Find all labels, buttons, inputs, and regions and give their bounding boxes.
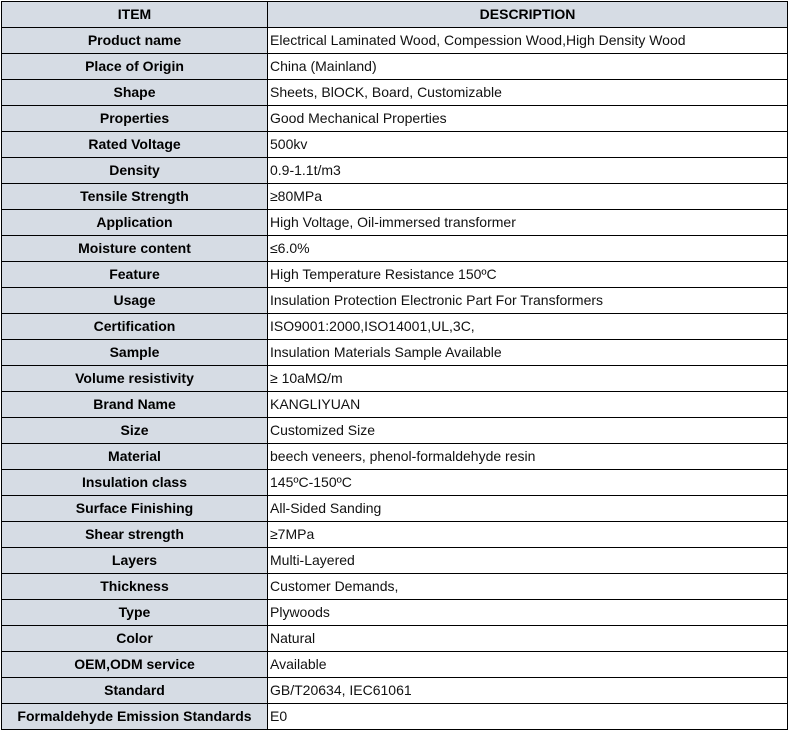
row-item-label: Feature (2, 262, 268, 288)
row-item-label: Brand Name (2, 392, 268, 418)
row-description: China (Mainland) (268, 54, 788, 80)
table-row (2, 392, 788, 418)
table-row (2, 158, 788, 184)
row-description: 0.9-1.1t/m3 (268, 158, 788, 184)
row-description: Available (268, 652, 788, 678)
column-header-description: DESCRIPTION (268, 2, 788, 28)
table-row (2, 340, 788, 366)
table-row (2, 678, 788, 704)
row-item-label: Type (2, 600, 268, 626)
row-description: GB/T20634, IEC61061 (268, 678, 788, 704)
row-description: 500kv (268, 132, 788, 158)
row-item-label: Formaldehyde Emission Standards (2, 704, 268, 730)
row-description: Good Mechanical Properties (268, 106, 788, 132)
row-item-label: OEM,ODM service (2, 652, 268, 678)
row-description: E0 (268, 704, 788, 730)
table-row (2, 574, 788, 600)
table-row (2, 600, 788, 626)
row-item-label: Place of Origin (2, 54, 268, 80)
row-description: Insulation Materials Sample Available (268, 340, 788, 366)
table-row (2, 548, 788, 574)
row-description: ≥7MPa (268, 522, 788, 548)
row-description: 145ºC-150ºC (268, 470, 788, 496)
row-item-label: Shear strength (2, 522, 268, 548)
table-row (2, 132, 788, 158)
table-row (2, 470, 788, 496)
row-item-label: Density (2, 158, 268, 184)
table-row (2, 626, 788, 652)
table-header-row (2, 2, 788, 28)
row-item-label: Thickness (2, 574, 268, 600)
table-row (2, 210, 788, 236)
row-description: Customized Size (268, 418, 788, 444)
row-description: All-Sided Sanding (268, 496, 788, 522)
row-item-label: Surface Finishing (2, 496, 268, 522)
row-item-label: Color (2, 626, 268, 652)
table-row (2, 418, 788, 444)
row-item-label: Application (2, 210, 268, 236)
row-description: Plywoods (268, 600, 788, 626)
row-description: ISO9001:2000,ISO14001,UL,3C, (268, 314, 788, 340)
table-row (2, 522, 788, 548)
row-description: beech veneers, phenol-formaldehyde resin (268, 444, 788, 470)
row-item-label: Moisture content (2, 236, 268, 262)
table-row (2, 106, 788, 132)
row-item-label: Material (2, 444, 268, 470)
table-row (2, 54, 788, 80)
table-row (2, 28, 788, 54)
table-body (2, 28, 788, 730)
table-row (2, 652, 788, 678)
table-row (2, 184, 788, 210)
row-description: KANGLIYUAN (268, 392, 788, 418)
row-item-label: Layers (2, 548, 268, 574)
row-item-label: Sample (2, 340, 268, 366)
spec-table (1, 1, 788, 730)
row-description: Insulation Protection Electronic Part For Transformers (268, 288, 788, 314)
table-row (2, 288, 788, 314)
table-row (2, 444, 788, 470)
row-item-label: Properties (2, 106, 268, 132)
table-row (2, 366, 788, 392)
row-description: ≥80MPa (268, 184, 788, 210)
row-description: Natural (268, 626, 788, 652)
column-header-item: ITEM (2, 2, 268, 28)
row-description: Customer Demands, (268, 574, 788, 600)
table-row (2, 704, 788, 730)
row-item-label: Shape (2, 80, 268, 106)
row-description: ≤6.0% (268, 236, 788, 262)
row-item-label: Tensile Strength (2, 184, 268, 210)
row-description: Multi-Layered (268, 548, 788, 574)
table-row (2, 262, 788, 288)
row-item-label: Volume resistivity (2, 366, 268, 392)
row-item-label: Certification (2, 314, 268, 340)
row-description: Sheets, BlOCK, Board, Customizable (268, 80, 788, 106)
row-description: High Temperature Resistance 150ºC (268, 262, 788, 288)
row-item-label: Product name (2, 28, 268, 54)
row-item-label: Insulation class (2, 470, 268, 496)
row-description: Electrical Laminated Wood, Compession Wood,High Density Wood (268, 28, 788, 54)
row-item-label: Rated Voltage (2, 132, 268, 158)
row-item-label: Size (2, 418, 268, 444)
row-item-label: Usage (2, 288, 268, 314)
table-row (2, 496, 788, 522)
row-description: High Voltage, Oil-immersed transformer (268, 210, 788, 236)
row-item-label: Standard (2, 678, 268, 704)
table-row (2, 314, 788, 340)
row-description: ≥ 10aMΩ/m (268, 366, 788, 392)
table-row (2, 236, 788, 262)
table-row (2, 80, 788, 106)
